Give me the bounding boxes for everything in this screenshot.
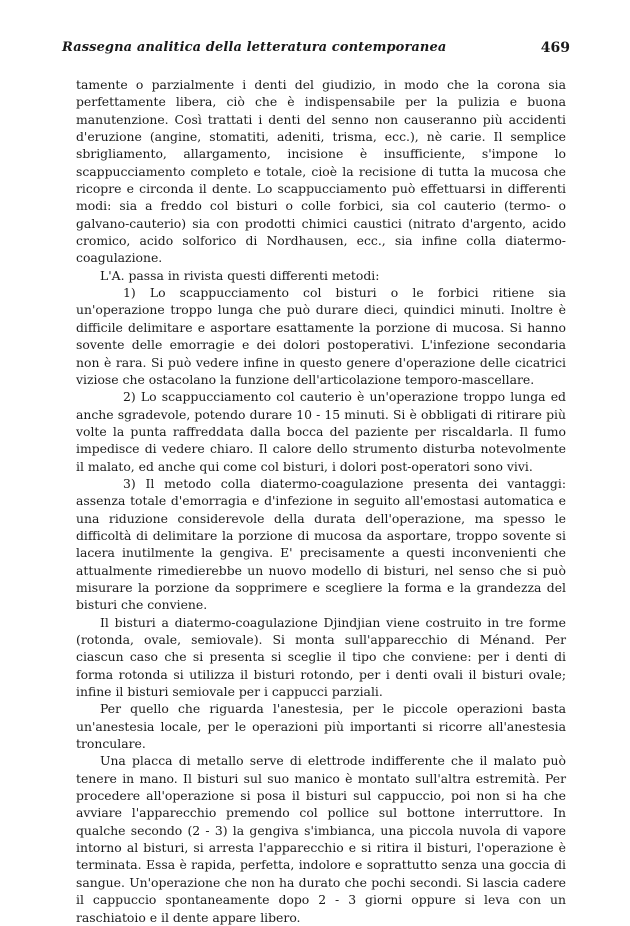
page-header — [62, 40, 570, 62]
body-text — [76, 76, 566, 926]
paragraph-method-3: 3) Il metodo colla diatermo-coagulazione presenta dei vantaggi: assenza totale d'emorragia e d'infezione in seguito all'emostasi automatica e una riduzione considerevole della durata dell'operazione, ma spesso le difficoltà di delimitare la porzione di mucosa da asportare, troppo sovente si lacera inutilmente la gengiva. E' precisamente a questi inconvenienti che attualmente rimedierebbe un nuovo modello di bisturi, nel senso che si può misurare la porzione da sopprimere e scegliere la forma e la grandezza del bisturi che conviene. — [76, 475, 566, 613]
paragraph-intro-methods: L'A. passa in rivista questi differenti metodi: — [100, 267, 380, 283]
paragraph-bisturi: Il bisturi a diatermo-coagulazione Djindjian viene costruito in tre forme (rotonda, ovale, semiovale). Si monta sull'apparecchio di Ménand. Per ciascun caso che si presenta si sceglie il tipo che conviene: per i denti di forma rotonda si utilizza il bisturi rotondo, per i denti ovali il bisturi ovale; infine il bisturi semiovale per i cappucci parziali. — [76, 614, 566, 700]
page-number: 469 — [540, 40, 570, 56]
running-title: Rassegna analitica della letteratura contemporanea — [62, 40, 447, 55]
paragraph-procedure: Una placca di metallo serve di elettrode indifferente che il malato può tenere in mano. Il bisturi sul suo manico è montato sull'altra estremità. Per procedere all'operazione si posa il bisturi sul cappuccio, poi non si ha che avviare l'apparecchio premendo col pollice sul bottone interruttore. In qualche secondo (2 - 3) la gengiva s'imbianca, una piccola nuvola di vapore intorno al bisturi, si arresta l'apparecchio e si ritira il bisturi, l'operazione è terminata. Essa è rapida, perfetta, indolore e soprattutto senza una goccia di sangue. Un'operazione che non ha durato che pochi secondi. Si lascia cadere il cappuccio spontaneamente dopo 2 - 3 giorni oppure si leva con un raschiatoio e il dente appare libero. — [76, 753, 566, 925]
paragraph-method-1: 1) Lo scappucciamento col bisturi o le forbici ritiene sia un'operazione troppo lunga che può durare dieci, quindici minuti. Inoltre è difficile delimitare e asportare esattamente la porzione di mucosa. Si hanno sovente delle emorragie e dei dolori postoperativi. L'infezione secondaria non è rara. Si può vedere infine in questo genere d'operazione delle cicatrici viziose che ostacolano la funzione dell'articolazione temporo-mascellare. — [76, 285, 566, 387]
paragraph-method-2: 2) Lo scappucciamento col cauterio è un'operazione troppo lunga ed anche sgradevole, potendo durare 10 - 15 minuti. Si è obbligati di ritirare più volte la punta raffreddata dalla bocca del paziente per riscaldarla. Il fumo impedisce di vedere chiaro. Il calore dello strumento disturba notevolmente il malato, ed anche qui come col bisturi, i dolori post-operatori sono vivi. — [76, 389, 566, 474]
paragraph-continuation: tamente o parzialmente i denti del giudizio, in modo che la corona sia perfettamente libera, ciò che è indispensabile per la pulizia e buona manutenzione. Così trattati i denti del senno non causeranno più accidenti d'eruzione (angine, stomatiti, adeniti, trisma, ecc.), nè carie. Il semplice sbrigliamento, allargamento, incisione è insufficiente, s'impone lo scappucciamento completo e totale, cioè la recisione di tutta la mucosa che ricopre e circonda il dente. Lo scappucciamento può effettuarsi in differenti modi: sia a freddo col bisturi o colle forbici, sia col cauterio (termo- o galvano-cauterio) sia con prodotti chimici caustici (nitrato d'argento, acido cromico, acido solforico di Nordhausen, ecc., sia infine colla diatermo-coagulazione. — [76, 77, 566, 266]
paragraph-anestesia: Per quello che riguarda l'anestesia, per le piccole operazioni basta un'anestesia locale, per le operazioni più importanti si ricorre all'anestesia tronculare. — [76, 701, 566, 752]
